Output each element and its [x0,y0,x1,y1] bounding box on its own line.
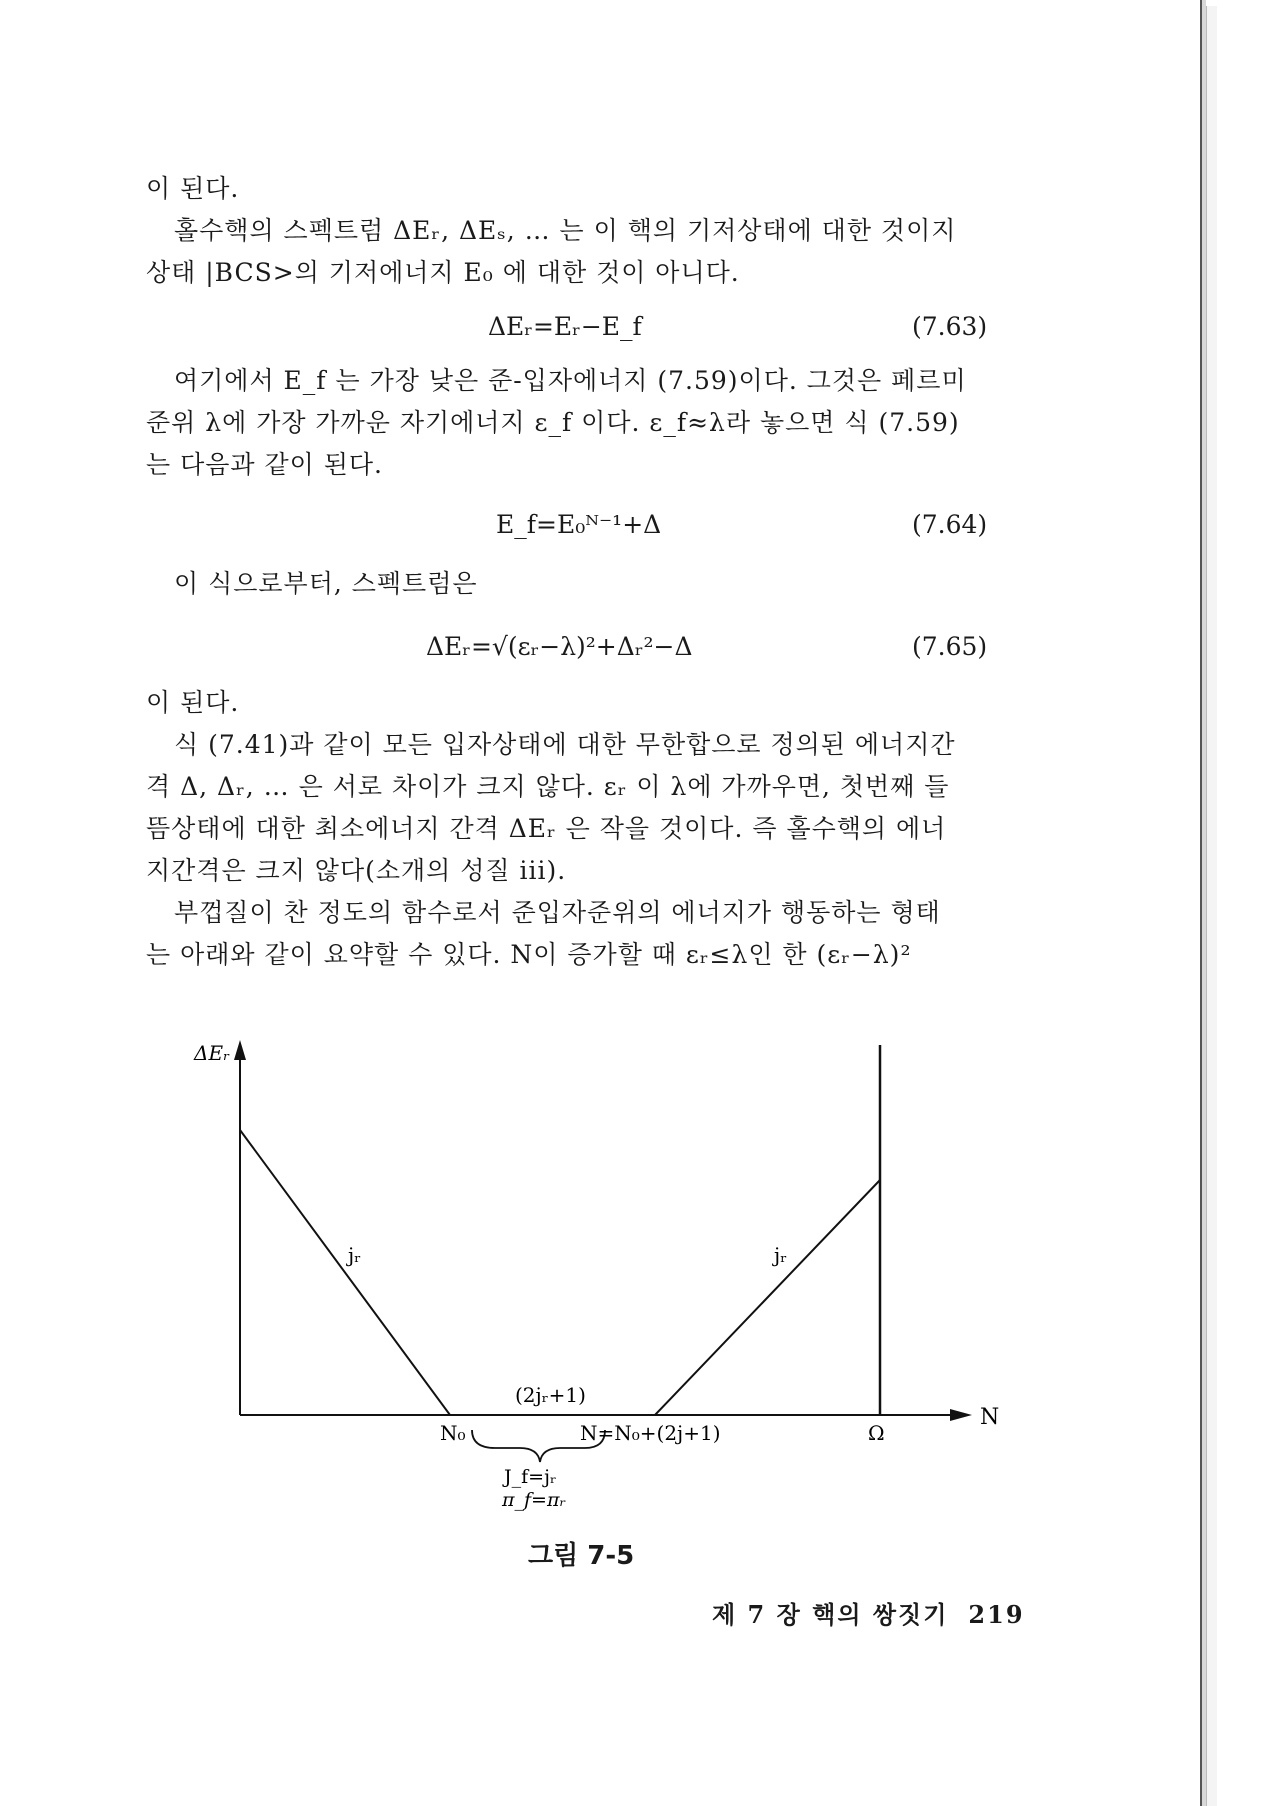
brace-label-spin: J_f=jᵣ [504,1466,557,1488]
brace-label-parity: π_f=πᵣ [502,1489,567,1511]
paragraph-7-line-1: 부껍질이 찬 정도의 함수로서 준입자준위의 에너지가 행동하는 형태 [174,898,941,927]
text-block-4 [146,682,1012,976]
x-axis-arrow [950,1409,972,1421]
n-value-label: N=N₀+(2j+1) [580,1421,721,1445]
paragraph-6-line-1: 식 (7.41)과 같이 모든 입자상태에 대한 무한합으로 정의된 에너지간 [174,730,956,759]
text-block-3 [146,563,1012,605]
paragraph-6-line-3: 뜸상태에 대한 최소에너지 간격 ΔEᵣ 은 작을 것이다. 즉 홀수핵의 에너 [146,814,947,843]
paragraph-2-line-1: 홀수핵의 스펙트럼 ΔEᵣ, ΔEₛ, … 는 이 핵의 기저상태에 대한 것이지 [174,216,957,245]
y-axis-label: ΔEᵣ [194,1041,230,1065]
equation-7-64-number: (7.64) [912,510,988,539]
paragraph-5: 이 된다. [146,688,240,717]
paragraph-6-line-4: 지간격은 크지 않다(소개의 성질 iii). [146,856,567,885]
page-footer [712,1595,1025,1630]
omega-label: Ω [868,1421,885,1445]
y-axis-arrow [234,1040,246,1060]
paragraph-3-line-2: 준위 λ에 가장 가까운 자기에너지 ε_f 이다. ε_f≈λ라 놓으면 식 (7.59) [146,408,960,437]
text-block-2 [146,360,1012,486]
equation-7-63-number: (7.63) [912,312,988,341]
flat-segment-label: (2jᵣ+1) [515,1383,586,1407]
figure-7-5 [160,1030,1020,1530]
chapter-title: 제 7 장 핵의 쌍짓기 [712,1600,949,1629]
n0-label: N₀ [440,1421,466,1445]
paragraph-7-line-2: 는 아래와 같이 요약할 수 있다. N이 증가할 때 εᵣ≤λ인 한 (εᵣ−λ)² [146,940,912,969]
paragraph-3-line-1: 여기에서 E_f 는 가장 낮은 준-입자에너지 (7.59)이다. 그것은 페르미 [174,366,967,395]
figure-caption: 그림 7-5 [528,1541,635,1571]
text-block-top [146,168,1012,294]
equation-7-65: ΔEᵣ=√(εᵣ−λ)²+Δᵣ²−Δ [426,632,693,661]
paragraph-4: 이 식으로부터, 스펙트럼은 [174,569,478,598]
page-number: 219 [968,1600,1025,1629]
x-axis-label: N [980,1405,1000,1430]
page-edge-shadow [1206,6,1217,1806]
paragraph-2-line-2: 상태 |BCS>의 기저에너지 E₀ 에 대한 것이 아니다. [146,258,740,287]
energy-curve [240,1130,880,1415]
paragraph-6-line-2: 격 Δ, Δᵣ, … 은 서로 차이가 크지 않다. εᵣ 이 λ에 가까우면, 첫번째 들 [146,772,950,801]
paragraph-3-line-3: 는 다음과 같이 된다. [146,450,383,479]
equation-7-65-number: (7.65) [912,632,988,661]
right-line-label: jᵣ [774,1243,788,1267]
equation-7-64: E_f=E₀ᴺ⁻¹+Δ [496,510,662,539]
paragraph-1: 이 된다. [146,174,240,203]
left-line-label: jᵣ [348,1243,362,1267]
equation-7-63: ΔEᵣ=Eᵣ−E_f [488,312,642,341]
